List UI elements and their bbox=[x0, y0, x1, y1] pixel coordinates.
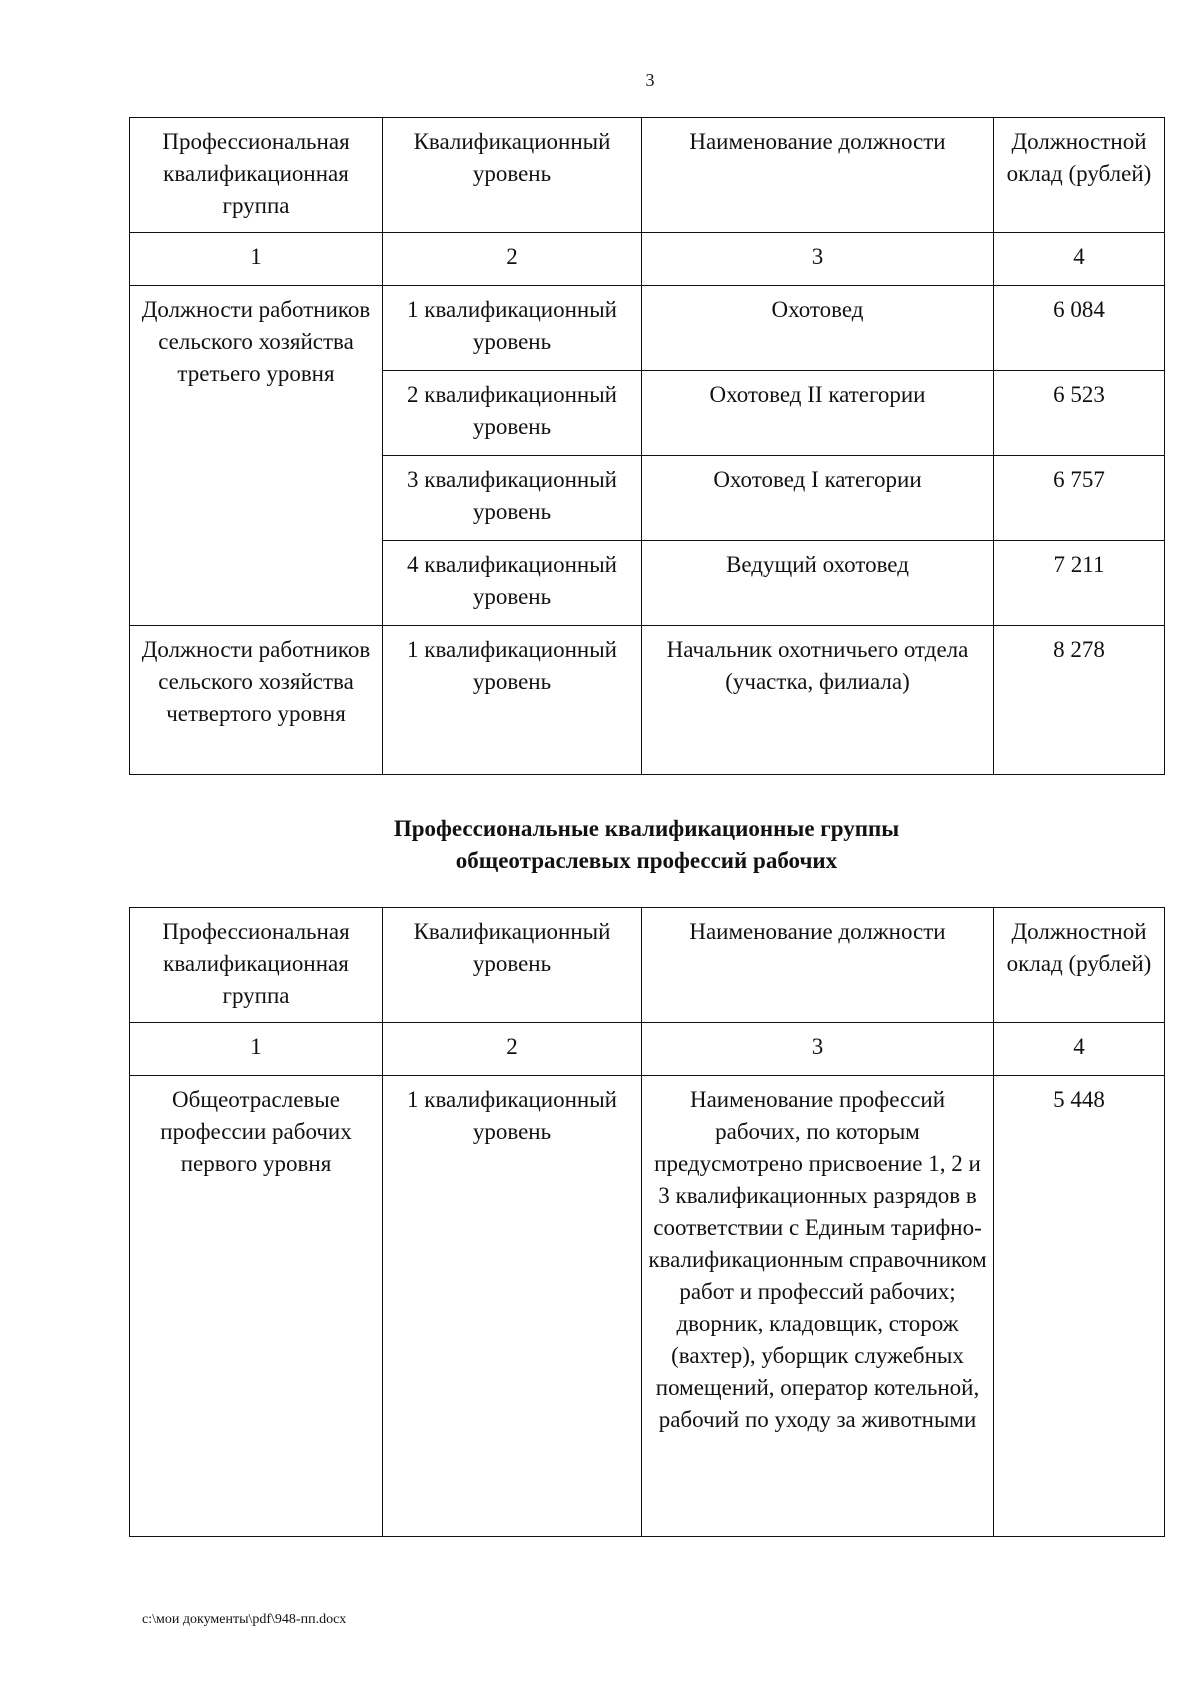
position-cell: Охотовед bbox=[642, 286, 994, 371]
header-cell: Должностной оклад (рублей) bbox=[994, 118, 1165, 233]
table-header-row bbox=[130, 118, 1165, 233]
column-number-row bbox=[130, 1023, 1165, 1076]
level-cell: 1 квалификационный уровень bbox=[383, 1076, 642, 1537]
salary-cell: 6 523 bbox=[994, 371, 1165, 456]
group-cell: Должности работников сельского хозяйства третьего уровня bbox=[130, 286, 383, 626]
table-header-row bbox=[130, 908, 1165, 1023]
group-cell: Общеотраслевые профессии рабочих первого уровня bbox=[130, 1076, 383, 1537]
position-cell: Начальник охотничьего отдела (участка, филиала) bbox=[642, 626, 994, 775]
header-cell: Профессиональная квалификационная группа bbox=[130, 118, 383, 233]
header-cell: Наименование должности bbox=[642, 118, 994, 233]
position-cell: Ведущий охотовед bbox=[642, 541, 994, 626]
level-cell: 1 квалификационный уровень bbox=[383, 626, 642, 775]
salary-cell: 6 757 bbox=[994, 456, 1165, 541]
header-cell: Профессиональная квалификационная группа bbox=[130, 908, 383, 1023]
column-number: 1 bbox=[130, 233, 383, 286]
position-cell: Охотовед II категории bbox=[642, 371, 994, 456]
section-title-line: Профессиональные квалификационные группы bbox=[393, 816, 900, 841]
header-cell: Квалификационный уровень bbox=[383, 118, 642, 233]
salary-cell: 6 084 bbox=[994, 286, 1165, 371]
salary-cell: 8 278 bbox=[994, 626, 1165, 775]
table-row bbox=[130, 1076, 1165, 1537]
column-number: 2 bbox=[383, 1023, 642, 1076]
level-cell: 4 квалификационный уровень bbox=[383, 541, 642, 626]
column-number: 3 bbox=[642, 233, 994, 286]
column-number: 4 bbox=[994, 1023, 1165, 1076]
column-number-row bbox=[130, 233, 1165, 286]
salary-table-workers bbox=[129, 907, 1165, 1537]
position-cell: Наименование профессий рабочих, по которым предусмотрено присвоение 1, 2 и 3 квалификационных разрядов в соответствии с Единым тарифно-квалификационным справочником работ и профессий рабочих; дворник, кладовщик, сторож (вахтер), уборщик служебных помещений, оператор котельной, рабочий по уходу за животными bbox=[642, 1076, 994, 1537]
header-cell: Квалификационный уровень bbox=[383, 908, 642, 1023]
header-cell: Наименование должности bbox=[642, 908, 994, 1023]
column-number: 4 bbox=[994, 233, 1165, 286]
table-row bbox=[130, 626, 1165, 775]
header-cell: Должностной оклад (рублей) bbox=[994, 908, 1165, 1023]
table-row bbox=[130, 286, 1165, 371]
page-number: 3 bbox=[645, 70, 655, 90]
salary-cell: 7 211 bbox=[994, 541, 1165, 626]
salary-table-agriculture bbox=[129, 117, 1165, 775]
column-number: 2 bbox=[383, 233, 642, 286]
footer-file-path: c:\мои документы\pdf\948-пп.docx bbox=[142, 1612, 347, 1627]
level-cell: 1 квалификационный уровень bbox=[383, 286, 642, 371]
position-cell: Охотовед I категории bbox=[642, 456, 994, 541]
salary-cell: 5 448 bbox=[994, 1076, 1165, 1537]
column-number: 1 bbox=[130, 1023, 383, 1076]
group-cell: Должности работников сельского хозяйства четвертого уровня bbox=[130, 626, 383, 775]
section-title bbox=[129, 813, 1164, 877]
column-number: 3 bbox=[642, 1023, 994, 1076]
level-cell: 2 квалификационный уровень bbox=[383, 371, 642, 456]
section-title-line: общеотраслевых профессий рабочих bbox=[455, 848, 838, 873]
level-cell: 3 квалификационный уровень bbox=[383, 456, 642, 541]
